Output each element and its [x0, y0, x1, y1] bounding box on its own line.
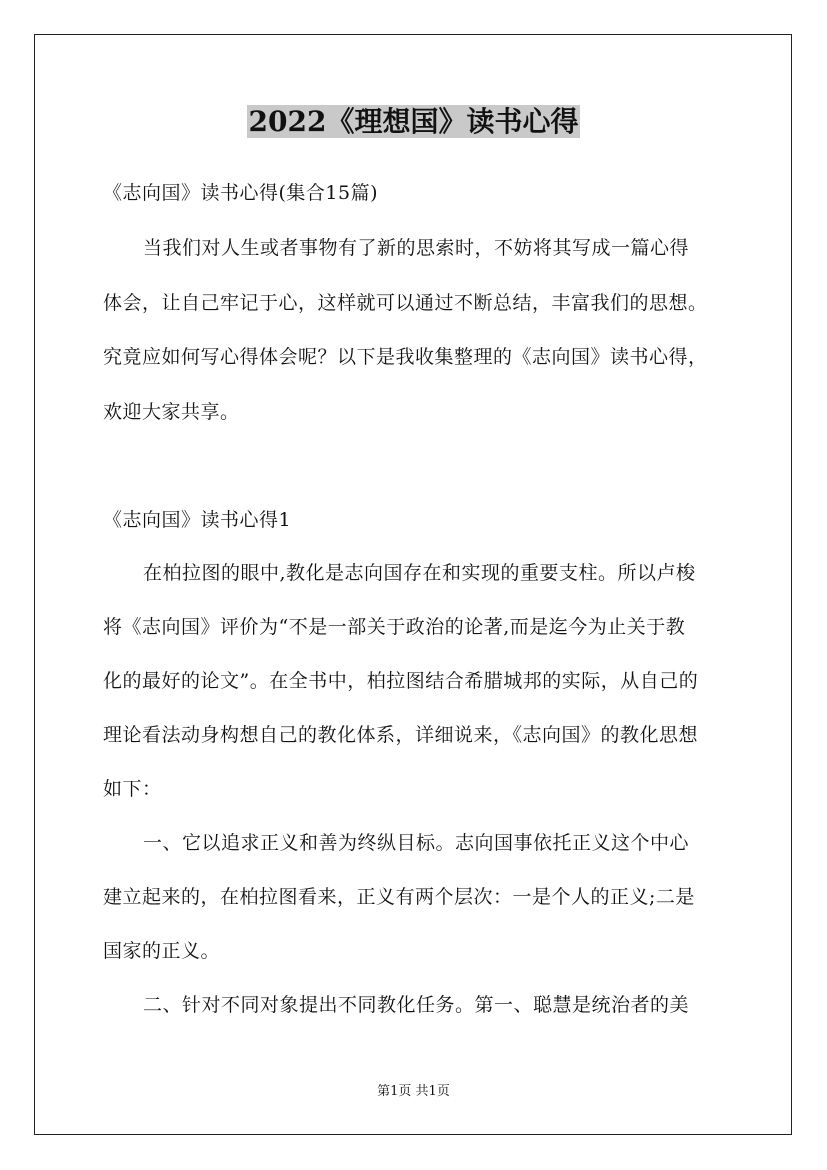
- section-heading: 《志向国》读书心得1: [103, 509, 292, 531]
- paragraph-line: 如下：: [103, 778, 162, 800]
- paragraph-line: 一、它以追求正义和善为终纵目标。志向国事依托正义这个中心: [143, 832, 690, 854]
- intro-line: 究竟应如何写心得体会呢？以下是我收集整理的《志向国》读书心得，: [103, 346, 708, 368]
- intro-line: 欢迎大家共享。: [103, 401, 240, 423]
- document-title: [0, 100, 827, 144]
- document-title-text: 2022《理想国》读书心得: [248, 105, 579, 138]
- paragraph-line: 化的最好的论文”。在全书中，柏拉图结合希腊城邦的实际，从自己的: [103, 670, 699, 692]
- paragraph-line: 建立起来的，在柏拉图看来，正义有两个层次：一是个人的正义;二是: [103, 886, 695, 908]
- paragraph-line: 国家的正义。: [103, 940, 221, 962]
- paragraph-line: 二、针对不同对象提出不同教化任务。第一、聪慧是统治者的美: [143, 994, 690, 1016]
- intro-line: 体会，让自己牢记于心，这样就可以通过不断总结，丰富我们的思想。: [103, 292, 708, 314]
- paragraph-line: 在柏拉图的眼中,教化是志向国存在和实现的重要支柱。所以卢梭: [143, 562, 696, 584]
- intro-line: 当我们对人生或者事物有了新的思索时，不妨将其写成一篇心得: [143, 237, 690, 259]
- paragraph-line: 理论看法动身构想自己的教化体系，详细说来，《志向国》的教化思想: [103, 724, 699, 746]
- page-footer: 第1页 共1页: [377, 1084, 450, 1099]
- document-subtitle: 《志向国》读书心得(集合15篇): [103, 182, 379, 204]
- paragraph-line: 将《志向国》评价为“不是一部关于政治的论著,而是迄今为止关于教: [103, 616, 686, 638]
